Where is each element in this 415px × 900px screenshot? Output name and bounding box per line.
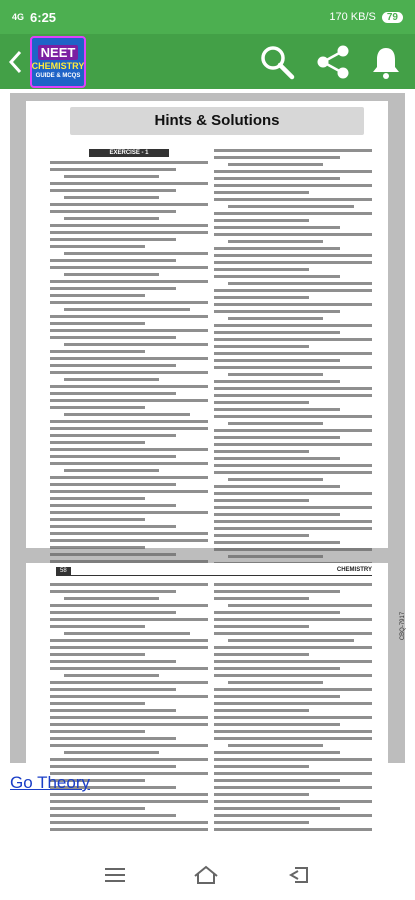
recent-apps-button[interactable] [104,867,126,883]
section-title: Hints & Solutions [154,112,280,129]
page-number: 58 [56,567,71,575]
pdf-page-1 [26,101,388,548]
app-logo [30,36,86,88]
nav-back-icon [287,865,311,885]
search-button[interactable] [259,44,295,80]
system-nav-bar [0,850,415,900]
nav-home-icon [193,865,219,885]
share-icon [315,44,351,80]
section-header [70,107,364,135]
page-section: CHEMISTRY [336,567,372,573]
notifications-button[interactable] [371,45,401,79]
page-rule [56,575,372,576]
pdf-viewer[interactable] [10,93,405,763]
go-theory-link[interactable]: Go Theory [10,773,91,792]
pdf-page-2 [26,563,388,763]
search-icon [259,44,295,80]
network-label: 4G [12,11,25,22]
page2-right-column [214,583,372,835]
back-button[interactable] [0,34,30,89]
share-button[interactable] [315,44,351,80]
back-nav-button[interactable] [287,865,311,885]
back-arrow-icon [8,50,22,74]
page2-left-column [50,583,208,835]
exercise-label: EXERCISE - 1 [89,149,169,157]
side-code: CBQ-7917 [399,611,406,641]
home-button[interactable] [193,865,219,885]
app-bar [0,34,415,89]
battery-indicator: 79 [382,12,403,23]
status-time: 6:25 [30,9,57,25]
logo-line3: GUIDE & MCQS [35,72,81,79]
logo-line2: CHEMISTRY [31,60,85,71]
nav-menu-icon [104,867,126,883]
data-speed: 170 KB/S [329,11,376,23]
logo-line1: NEET [38,45,79,60]
bell-icon [371,45,401,79]
status-bar [0,0,415,34]
